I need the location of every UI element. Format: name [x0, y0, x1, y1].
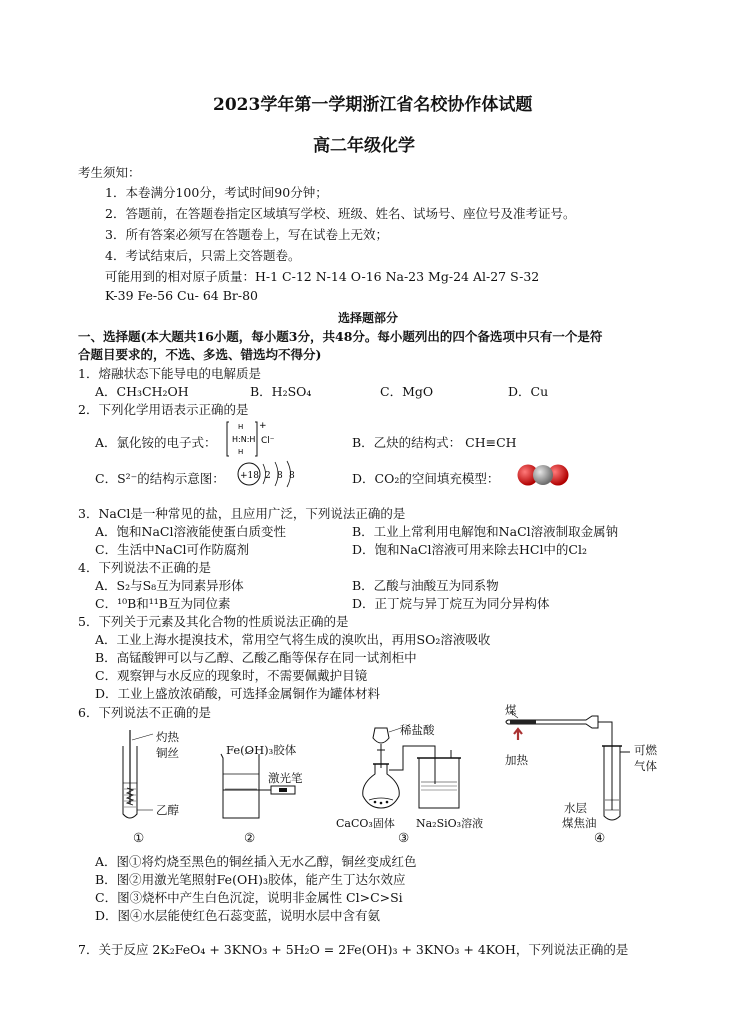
q5-option-d: D．工业上盛放浓硝酸，可选择金属铜作为罐体材料	[95, 686, 381, 701]
ion-charge: +	[259, 421, 267, 431]
q4-option-d: D．正丁烷与异丁烷互为同分异构体	[352, 596, 550, 611]
q1-option-b: B．H₂SO₄	[250, 384, 312, 399]
q1-stem: 1．熔融状态下能导电的电解质是	[78, 366, 261, 381]
atomic-masses-line-2: K-39 Fe-56 Cu- 64 Br-80	[105, 288, 259, 303]
q7-stem: 7．关于反应 2K₂FeO₄ + 3KNO₃ + 5H₂O = 2Fe(OH)₃ + 3KNO₃ + 4KOH，下列说法正确的是	[78, 942, 629, 957]
chloride-label: Cl⁻	[261, 436, 275, 446]
q3-option-a: A．饱和NaCl溶液能使蛋白质变性	[95, 524, 286, 539]
page-subtitle: 高二年级化学	[313, 136, 415, 156]
q6-option-d: D．图④水层能使红色石蕊变蓝，说明水层中含有氨	[95, 908, 381, 923]
fig4-label-heat: 加热	[505, 753, 528, 767]
q6-option-b: B．图②用激光笔照射Fe(OH)₃胶体，能产生丁达尔效应	[95, 872, 406, 887]
q2-option-a: A．氯化铵的电子式：	[95, 435, 217, 450]
shell-3: 8	[289, 471, 295, 481]
q3-option-c: C．生活中NaCl可作防腐剂	[95, 542, 250, 557]
fig1-label-copper: 铜丝	[156, 746, 179, 760]
co2-space-filling-model	[517, 462, 569, 488]
notice-heading: 考生须知：	[78, 165, 141, 180]
section-title: 选择题部分	[338, 311, 399, 325]
notice-item-2: 2．答题前，在答题卷指定区域填写学校、班级、姓名、试场号、座位号及准考证号。	[105, 206, 576, 221]
shell-2: 8	[277, 471, 283, 481]
fig1-label-hot: 灼热	[156, 730, 179, 744]
notice-item-1: 1．本卷满分100分，考试时间90分钟；	[105, 185, 328, 200]
q5-option-b: B．高锰酸钾可以与乙醇、乙酸乙酯等保存在同一试剂柜中	[95, 650, 417, 665]
section-instruction-1: 一、选择题(本大题共16小题，每小题3分，共48分。每小题列出的四个备选项中只有一个是符	[78, 329, 603, 344]
nucleus-charge: +18	[240, 471, 259, 481]
fig2-label-laser: 激光笔	[268, 771, 303, 785]
fig4-label-tar: 煤焦油	[562, 816, 597, 830]
fig4-number: ④	[594, 830, 606, 845]
q2-option-d: D．CO₂的空间填充模型：	[352, 471, 500, 486]
fig4-label-gas: 气体	[634, 759, 657, 773]
fig4-label-coal: 煤	[505, 703, 517, 717]
fig1-number: ①	[133, 830, 145, 845]
sulfide-ion-structure-diagram	[235, 458, 305, 490]
q6-option-a: A．图①将灼烧至黑色的铜丝插入无水乙醇，铜丝变成红色	[95, 854, 417, 869]
fig3-label-acid: 稀盐酸	[400, 723, 435, 737]
q4-option-c: C．¹⁰B和¹¹B互为同位素	[95, 596, 231, 611]
svg-text:H:N:H: H:N:H	[232, 435, 256, 444]
q4-option-b: B．乙酸与油酸互为同系物	[352, 578, 499, 593]
fig2-number: ②	[244, 830, 256, 845]
page-title: 2023学年第一学期浙江省名校协作体试题	[213, 95, 533, 115]
fig4-label-combustible: 可燃	[634, 743, 657, 757]
q2-option-b: B．乙炔的结构式： CH≡CH	[352, 435, 517, 450]
q3-option-d: D．饱和NaCl溶液可用来除去HCl中的Cl₂	[352, 542, 588, 557]
q1-option-a: A．CH₃CH₂OH	[95, 384, 189, 399]
notice-item-3: 3．所有答案必须写在答题卷上，写在试卷上无效；	[105, 227, 388, 242]
svg-text:H: H	[238, 448, 244, 456]
q5-option-c: C．观察钾与水反应的现象时，不需要佩戴护目镜	[95, 668, 368, 683]
fig4-label-water: 水层	[564, 801, 587, 815]
q3-option-b: B．工业上常利用电解饱和NaCl溶液制取金属钠	[352, 524, 619, 539]
q1-option-c: C．MgO	[380, 384, 434, 399]
q5-option-a: A．工业上海水提溴技术，常用空气将生成的溴吹出，再用SO₂溶液吸收	[95, 632, 491, 647]
q6-option-c: C．图③烧杯中产生白色沉淀，说明非金属性 Cl>C>Si	[95, 890, 403, 905]
ammonium-chloride-electron-formula	[225, 418, 295, 460]
section-instruction-2: 合题目要求的，不选、多选、错选均不得分)	[78, 347, 322, 362]
fig3-label-silicate: Na₂SiO₃溶液	[416, 817, 484, 830]
q3-stem: 3．NaCl是一种常见的盐，且应用广泛，下列说法正确的是	[78, 506, 406, 521]
q1-option-d: D．Cu	[508, 384, 549, 399]
q4-option-a: A．S₂与S₈互为同素异形体	[95, 578, 244, 593]
figure-2-colloid-laser	[215, 750, 305, 825]
fig2-label-colloid: Fe(OH)₃胶体	[226, 743, 297, 757]
q2-stem: 2．下列化学用语表示正确的是	[78, 402, 249, 417]
q2-option-c: C．S²⁻的结构示意图：	[95, 471, 225, 486]
fig3-number: ③	[398, 830, 410, 845]
svg-text:H: H	[238, 423, 244, 431]
fig3-label-caco3: CaCO₃固体	[336, 817, 395, 830]
fig1-label-ethanol: 乙醇	[156, 803, 179, 817]
q4-stem: 4．下列说法不正确的是	[78, 560, 211, 575]
figure-1-copper-wire-ethanol	[115, 726, 195, 826]
q5-stem: 5．下列关于元素及其化合物的性质说法正确的是	[78, 614, 349, 629]
notice-item-4: 4．考试结束后，只需上交答题卷。	[105, 248, 301, 263]
shell-1: 2	[265, 471, 271, 481]
atomic-masses-line-1: 可能用到的相对原子质量：H-1 C-12 N-14 O-16 Na-23 Mg-24 Al-27 S-32	[105, 269, 540, 284]
q6-stem: 6．下列说法不正确的是	[78, 705, 211, 720]
